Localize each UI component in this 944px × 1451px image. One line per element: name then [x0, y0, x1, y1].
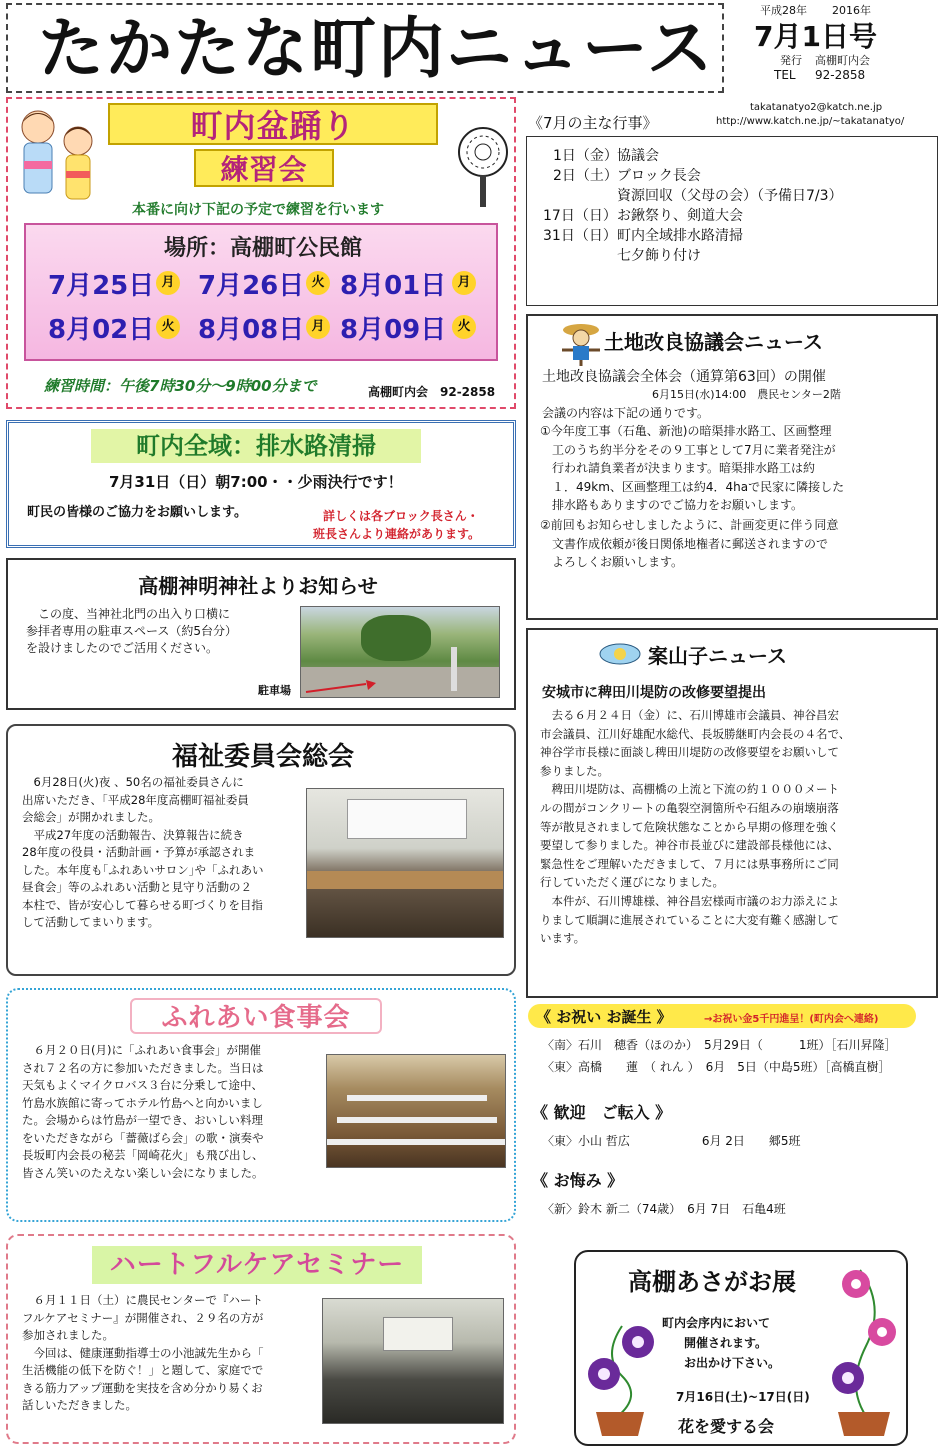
event-row: [553, 185, 843, 205]
asagao-line-2: 開催されます。: [684, 1336, 768, 1350]
arrow-right-icon: [304, 680, 376, 696]
care-section: [6, 1234, 516, 1444]
birth-row: 〈東〉高橋 蓮 （ れん ） 6月 5日（中島5班）［高橋直樹］: [542, 1060, 891, 1074]
welfare-section: [6, 724, 516, 976]
bon-date: 8月01日: [340, 271, 447, 301]
tel-number: 92-2858: [815, 68, 866, 82]
contact-url[interactable]: http://www.katch.ne.jp/~takatanatyo/: [716, 116, 905, 127]
drain-note-2: 班長さんより連絡があります。: [313, 527, 481, 541]
meal-section: [6, 988, 516, 1222]
bon-date-row-2: [48, 309, 488, 349]
event-row: [553, 165, 701, 185]
kids-yukata-illustration: [12, 105, 104, 209]
condolence-row: 〈新〉鈴木 新二（74歳） 6月 7日 石亀4班: [542, 1202, 786, 1216]
scarecrow-badge-icon: [598, 642, 642, 666]
morning-glory-left-icon: [582, 1316, 660, 1440]
birth-row: 〈南〉石川 穂香（ほのか） 5月29日（ 1班）［石川昇隆］: [542, 1038, 897, 1052]
celebration-heading: 《 お祝い お誕生 》: [536, 1008, 672, 1026]
bon-day-badge: 火: [156, 315, 180, 339]
bon-day-badge: 火: [452, 315, 476, 339]
bon-date: 7月26日: [198, 271, 305, 301]
publisher-name: 高棚町内会: [815, 54, 870, 67]
welcome-row: 〈東〉小山 哲広 6月 2日 郷5班: [542, 1134, 801, 1148]
event-text: 協議会: [617, 148, 659, 164]
event-row: [543, 225, 743, 245]
masthead-title: たかたな町内ニュース: [38, 10, 715, 87]
event-text: 七夕飾り付け: [617, 248, 701, 264]
bon-day-badge: 月: [452, 271, 476, 295]
event-row: [553, 145, 659, 165]
bon-subtitle: 練習会: [194, 149, 334, 187]
event-row: [543, 245, 701, 265]
land-item-1: ①今年度工事（石亀、新池)の暗渠排水路工、区画整理 工のうち約半分をその９工事として7月に業者発注が 行われ請負業者が決まります。暗渠排水路工は約 １．49km、区画整理工は約4．4haで民家に隣接した 排水路もありますのでご協力をお願いします。: [540, 424, 845, 512]
event-date: 31日（日）: [543, 228, 617, 244]
meal-body: ６月２０日(月)に「ふれあい食事会」が開催 され７２名の方に参加いただきました。当日は 天気もよくマイクロバス３台に分乗して途中、 竹島水族館に寄ってホテル竹島へと向かいまし た。会場からは竹島が一望でき、おいしい料理 をいただきながら「薔薇ばら会」の歌・演奏や 長坂町内会長の秘芸「岡崎花火」も飛び出し、 皆さん笑いのたえない楽しい会になりました。: [22, 1043, 264, 1180]
issue-info: [750, 2, 940, 92]
issue-date: 7月1日号: [754, 20, 877, 53]
bon-day-badge: 月: [156, 271, 180, 295]
issue-era: 平成28年: [760, 4, 807, 17]
events-heading: 《7月の主な行事》: [528, 114, 658, 132]
contact-email[interactable]: takatanatyo2@katch.ne.jp: [750, 102, 883, 113]
condolence-heading: 《 お悔み 》: [532, 1171, 624, 1190]
meal-title: ふれあい食事会: [130, 998, 382, 1034]
care-title: ハートフルケアセミナー: [92, 1246, 422, 1284]
welfare-body: 6月28日(火)夜 、50名の福祉委員さんに 出席いただき、「平成28年度高棚町福祉委員 会総会」が開かれました。 平成27年度の活動報告、決算報告に続き 28年度の役員・活動計画・予算が承認されま した。本年度も｢ふれあいサロン｣や「ふれあい 昼食会」等のふれあい活動と見守り活動の２ 本柱で、皆が安心して暮らせる町づくりを目指 して活動してまいります。: [22, 775, 264, 929]
issue-year: 2016年: [832, 4, 871, 17]
land-date: 6月15日(水)14:00 農民センター2階: [652, 388, 841, 401]
event-text: お鍬祭り、剣道大会: [617, 208, 743, 224]
kakashi-heading: 安城市に稗田川堤防の改修要望提出: [542, 685, 766, 701]
welfare-title: 福祉委員会総会: [171, 742, 354, 772]
event-date: 1日（金）: [553, 148, 618, 164]
meal-hall-photo: [326, 1054, 506, 1168]
drain-date: 7月31日（日）朝7:00・・少雨決行です！: [109, 473, 403, 491]
land-item-2: ②前回もお知らせしましたように、計画変更に伴う同意 文書作成依頼が後日関係地権者に郵送されますので よろしくお願いします。: [540, 518, 839, 569]
parking-label: 駐車場: [258, 684, 291, 697]
shrine-body: この度、当神社北門の出入り口横に 参拝者専用の駐車スペース（約5台分） を設けましたのでご活用ください。: [26, 607, 238, 655]
asagao-line-1: 町内会序内において: [662, 1316, 771, 1330]
bon-date: 8月08日: [198, 315, 305, 345]
event-text: 資源回収（父母の会）（予備日7/3）: [617, 188, 843, 204]
land-heading: 土地改良協議会全体会（通算第63回）の開催: [542, 369, 826, 385]
scarecrow-icon: [558, 320, 604, 366]
tel-label: TEL: [774, 68, 796, 82]
masthead: [6, 3, 724, 93]
event-date: 17日（日）: [543, 208, 617, 224]
drain-note-1: 詳しくは各ブロック長さん・: [323, 509, 479, 523]
land-section: [526, 314, 938, 620]
event-text: ブロック長会: [617, 168, 701, 184]
bon-date: 8月02日: [48, 315, 155, 345]
celebration-note: →お祝い金5千円進呈！(町内会へ連絡): [704, 1014, 879, 1025]
event-date: 2日（土）: [553, 168, 618, 184]
morning-glory-right-icon: [816, 1266, 904, 1438]
bon-date-row-1: [48, 265, 488, 305]
events-section: [526, 136, 938, 306]
uchiwa-fan-icon: [456, 125, 510, 209]
bon-date: 7月25日: [48, 271, 155, 301]
care-seminar-photo: [322, 1298, 504, 1424]
shrine-title: 高棚神明神社よりお知らせ: [138, 574, 378, 598]
drain-title: 町内全域：排水路清掃: [91, 429, 421, 463]
asagao-title: 高棚あさがお展: [628, 1267, 796, 1296]
asagao-section: [574, 1250, 908, 1446]
land-title: 土地改良協議会ニュース: [604, 330, 823, 354]
celebration-banner: [528, 1004, 916, 1028]
welfare-meeting-photo: [306, 788, 504, 938]
bon-place: 場所：高棚町公民館: [163, 236, 362, 261]
kakashi-section: [526, 628, 938, 998]
bon-odori-section: [6, 97, 516, 409]
bon-time: 練習時間：午後7時30分～9時00分まで: [44, 377, 317, 395]
asagao-host: 花を愛する会: [678, 1417, 775, 1436]
shrine-section: [6, 558, 516, 710]
welcome-heading: 《 歓迎 ご転入 》: [532, 1103, 672, 1122]
publisher-label: 発行: [780, 54, 802, 67]
kakashi-title: 案山子ニュース: [648, 644, 787, 668]
asagao-line-3: お出かけ下さい。: [684, 1356, 781, 1370]
kakashi-body: 去る６月２４日（金）に、石川博雄市会議員、神谷昌宏 市会議員、江川好雄配水総代、長坂勝継町内会長の４名で、 神谷学市長様に面談し稗田川堤防の改修要望をお願いして 参りました。 稗田川堤防は、高棚橋の上流と下流の約１０００メート ルの間がコンクリートの亀裂空洞箇所や石組みの崩壊崩落 等が散見されまして危険状態なことから早期の修理を強く 要望して参りました。神谷市長並びに建設部長様他には、 緊急性をご理解いただきまして、７月には県事務所にご同 行していただく運びになりました。 本件が、石川博雄様、神谷昌宏様両市議のお力添えによ りまして順調に進展されていることに大変有難く感謝して います。: [540, 708, 851, 946]
event-row: [543, 205, 743, 225]
asagao-dates: 7月16日(土)~17日(日): [676, 1390, 810, 1404]
event-text: 町内全域排水路清掃: [617, 228, 743, 244]
bon-schedule-panel: [24, 223, 498, 361]
land-intro: 会議の内容は下記の通りです。: [542, 406, 710, 420]
bon-contact: 高棚町内会 92-2858: [368, 385, 496, 399]
bon-day-badge: 火: [306, 271, 330, 295]
drain-body: 町民の皆様のご協力をお願いします。: [27, 505, 247, 520]
bon-title: 町内盆踊り: [108, 103, 438, 145]
bon-date: 8月09日: [340, 315, 447, 345]
bon-lead: 本番に向け下記の予定で練習を行います: [132, 202, 384, 218]
bon-day-badge: 月: [306, 315, 330, 339]
care-body: ６月１１日（土）に農民センターで『ハート フルケアセミナー』が開催され、２９名の方が 参加されました。 今回は、健康運動指導士の小池誠先生から「 生活機能の低下を防ぐ！」と題して、家庭でで きる筋力アップ運動を実技を含め分かり易くお 話しいただきました。: [22, 1293, 264, 1412]
drain-section: [6, 420, 516, 548]
